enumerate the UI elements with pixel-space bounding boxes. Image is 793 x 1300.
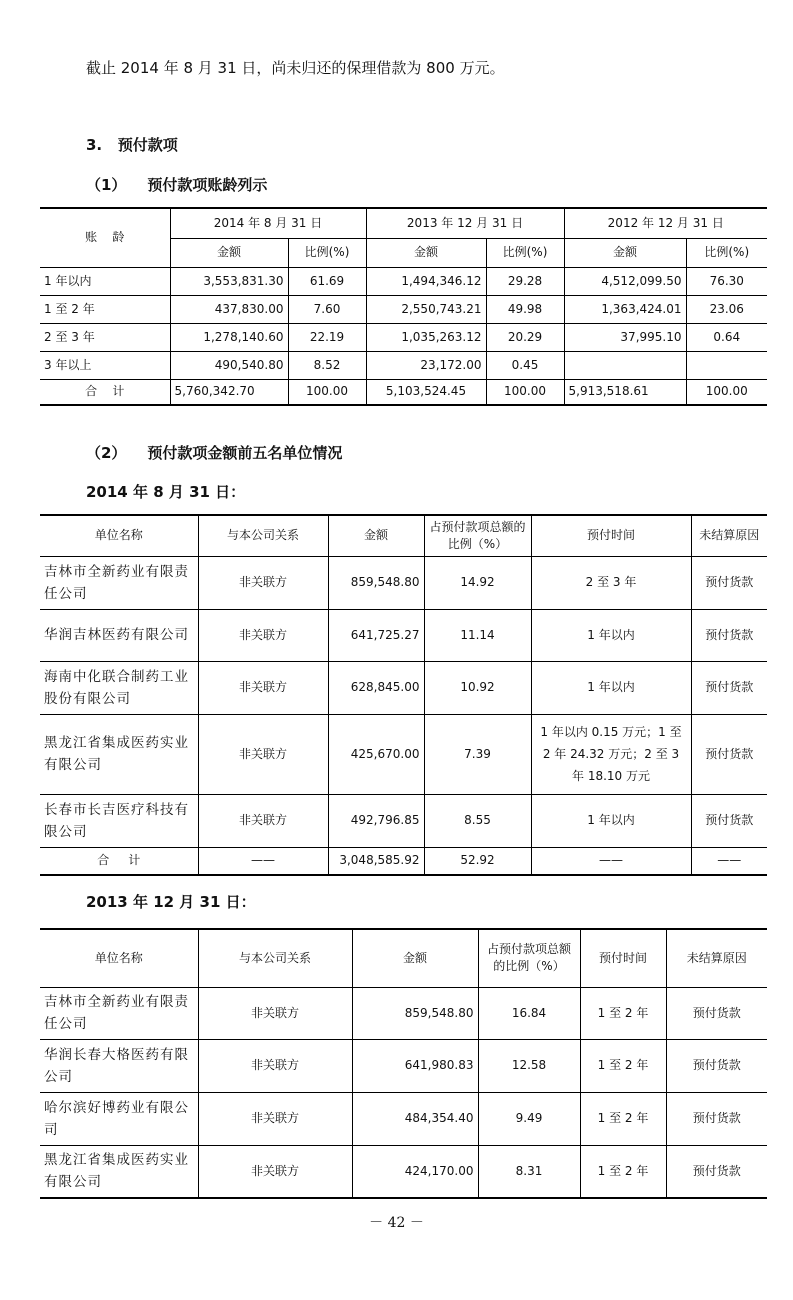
table-row: [40, 714, 767, 794]
table-row: [40, 1145, 767, 1198]
intro-paragraph: 截止 2014 年 8 月 31 日，尚未归还的保理借款为 800 万元。: [86, 59, 505, 77]
cell: 61.69: [288, 267, 366, 295]
cell: 37,995.10: [564, 323, 686, 351]
ratio: 8.55: [424, 794, 531, 847]
cell: 49.98: [486, 295, 564, 323]
col-header: 与本公司关系: [198, 515, 328, 556]
reason: 预付货款: [666, 1092, 767, 1145]
ratio: 14.92: [424, 556, 531, 609]
amount: 628,845.00: [328, 661, 424, 714]
total-label: 合 计: [40, 847, 198, 875]
company-name: 黑龙江省集成医药实业有限公司: [40, 1145, 198, 1198]
col-header: 单位名称: [40, 515, 198, 556]
company-name: 华润吉林医药有限公司: [40, 609, 198, 661]
aging-label: 1 至 2 年: [40, 295, 170, 323]
table-row: [40, 267, 767, 295]
col-header: 未结算原因: [691, 515, 767, 556]
table-row: [40, 609, 767, 661]
cell: 8.52: [288, 351, 366, 379]
reason: 预付货款: [666, 987, 767, 1039]
relation: 非关联方: [198, 714, 328, 794]
col-header: 单位名称: [40, 929, 198, 987]
cell: 2,550,743.21: [366, 295, 486, 323]
subsection-title-top5: （2） 预付款项金额前五名单位情况: [86, 444, 343, 462]
cell: 22.19: [288, 323, 366, 351]
cell: [686, 351, 767, 379]
amount-header: 金额: [564, 238, 686, 267]
cell: [564, 351, 686, 379]
ratio: 52.92: [424, 847, 531, 875]
table-row: [40, 794, 767, 847]
period-header: 2012 年 12 月 31 日: [564, 208, 767, 238]
prepay-time: 1 年以内: [531, 794, 691, 847]
col-header: 未结算原因: [666, 929, 767, 987]
company-name: 哈尔滨好博药业有限公司: [40, 1092, 198, 1145]
header-row: [40, 515, 767, 556]
prepay-time: 1 至 2 年: [580, 987, 666, 1039]
col-header: 金额: [352, 929, 478, 987]
amount: 859,548.80: [352, 987, 478, 1039]
amount-header: 金额: [170, 238, 288, 267]
ratio-header: 比例(%): [486, 238, 564, 267]
table-row: [40, 556, 767, 609]
ratio: 11.14: [424, 609, 531, 661]
col-header: 预付时间: [531, 515, 691, 556]
prepay-time: 1 年以内: [531, 609, 691, 661]
reason: 预付货款: [691, 714, 767, 794]
period-header: 2014 年 8 月 31 日: [170, 208, 366, 238]
amount: 859,548.80: [328, 556, 424, 609]
col-header: 占预付款项总额的比例（%）: [478, 929, 580, 987]
amount: 3,048,585.92: [328, 847, 424, 875]
cell: 437,830.00: [170, 295, 288, 323]
cell: 23,172.00: [366, 351, 486, 379]
prepay-time: 1 年以内 0.15 万元；1 至 2 年 24.32 万元；2 至 3 年 18.10 万元: [531, 714, 691, 794]
relation: 非关联方: [198, 1145, 352, 1198]
amount: 492,796.85: [328, 794, 424, 847]
company-name: 吉林市全新药业有限责任公司: [40, 987, 198, 1039]
cell: 100.00: [686, 379, 767, 405]
subsection-title-aging: （1） 预付款项账龄列示: [86, 176, 268, 194]
ratio: 7.39: [424, 714, 531, 794]
ratio-header: 比例(%): [686, 238, 767, 267]
amount-header: 金额: [366, 238, 486, 267]
relation: 非关联方: [198, 556, 328, 609]
table-row: [40, 661, 767, 714]
reason: 预付货款: [691, 609, 767, 661]
prepay-time: 1 年以内: [531, 661, 691, 714]
amount: 425,670.00: [328, 714, 424, 794]
prepay-time: 1 至 2 年: [580, 1092, 666, 1145]
amount: 641,725.27: [328, 609, 424, 661]
relation: ——: [198, 847, 328, 875]
cell: 1,363,424.01: [564, 295, 686, 323]
company-name: 长春市长吉医疗科技有限公司: [40, 794, 198, 847]
col-header: 占预付款项总额的比例（%）: [424, 515, 531, 556]
amount: 484,354.40: [352, 1092, 478, 1145]
table-row: [40, 1092, 767, 1145]
reason: 预付货款: [666, 1039, 767, 1092]
col-header: 金额: [328, 515, 424, 556]
cell: 1,035,263.12: [366, 323, 486, 351]
cell: 5,760,342.70: [170, 379, 288, 405]
relation: 非关联方: [198, 609, 328, 661]
page-number: － 42 －: [369, 1215, 424, 1231]
ratio-header: 比例(%): [288, 238, 366, 267]
relation: 非关联方: [198, 1092, 352, 1145]
cell: 100.00: [486, 379, 564, 405]
cell: 490,540.80: [170, 351, 288, 379]
prepay-time: 1 至 2 年: [580, 1039, 666, 1092]
cell: 5,913,518.61: [564, 379, 686, 405]
top5-2014-table: [40, 514, 767, 876]
cell: 23.06: [686, 295, 767, 323]
table-row: [40, 323, 767, 351]
aging-label: 1 年以内: [40, 267, 170, 295]
ratio: 10.92: [424, 661, 531, 714]
company-name: 华润长春大格医药有限公司: [40, 1039, 198, 1092]
prepay-time: 1 至 2 年: [580, 1145, 666, 1198]
cell: 0.45: [486, 351, 564, 379]
date-heading-2014: 2014 年 8 月 31 日：: [86, 483, 246, 501]
cell: 29.28: [486, 267, 564, 295]
ratio: 12.58: [478, 1039, 580, 1092]
reason: 预付货款: [691, 661, 767, 714]
period-header: 2013 年 12 月 31 日: [366, 208, 564, 238]
cell: 4,512,099.50: [564, 267, 686, 295]
relation: 非关联方: [198, 987, 352, 1039]
amount: 641,980.83: [352, 1039, 478, 1092]
aging-table: [40, 207, 767, 406]
amount: 424,170.00: [352, 1145, 478, 1198]
section-title: 3. 预付款项: [86, 136, 178, 154]
aging-label: 2 至 3 年: [40, 323, 170, 351]
company-name: 吉林市全新药业有限责任公司: [40, 556, 198, 609]
prepay-time: ——: [531, 847, 691, 875]
company-name: 黑龙江省集成医药实业有限公司: [40, 714, 198, 794]
date-heading-2013: 2013 年 12 月 31 日：: [86, 893, 256, 911]
table-row: [40, 987, 767, 1039]
reason: 预付货款: [691, 794, 767, 847]
cell: 7.60: [288, 295, 366, 323]
top5-2013-table: [40, 928, 767, 1199]
cell: 3,553,831.30: [170, 267, 288, 295]
aging-label: 3 年以上: [40, 351, 170, 379]
table-row: [40, 295, 767, 323]
total-row: [40, 379, 767, 405]
table-row: [40, 1039, 767, 1092]
col-header: 与本公司关系: [198, 929, 352, 987]
header-row: [40, 929, 767, 987]
ratio: 9.49: [478, 1092, 580, 1145]
cell: 1,278,140.60: [170, 323, 288, 351]
col-header: 预付时间: [580, 929, 666, 987]
relation: 非关联方: [198, 794, 328, 847]
reason: ——: [691, 847, 767, 875]
table-row: [40, 351, 767, 379]
cell: 5,103,524.45: [366, 379, 486, 405]
cell: 1,494,346.12: [366, 267, 486, 295]
relation: 非关联方: [198, 661, 328, 714]
ratio: 16.84: [478, 987, 580, 1039]
total-row: [40, 847, 767, 875]
aging-col-header: 账 龄: [40, 208, 170, 267]
cell: 76.30: [686, 267, 767, 295]
reason: 预付货款: [666, 1145, 767, 1198]
cell: 0.64: [686, 323, 767, 351]
company-name: 海南中化联合制药工业股份有限公司: [40, 661, 198, 714]
cell: 20.29: [486, 323, 564, 351]
total-label: 合 计: [40, 379, 170, 405]
relation: 非关联方: [198, 1039, 352, 1092]
cell: 100.00: [288, 379, 366, 405]
prepay-time: 2 至 3 年: [531, 556, 691, 609]
ratio: 8.31: [478, 1145, 580, 1198]
reason: 预付货款: [691, 556, 767, 609]
